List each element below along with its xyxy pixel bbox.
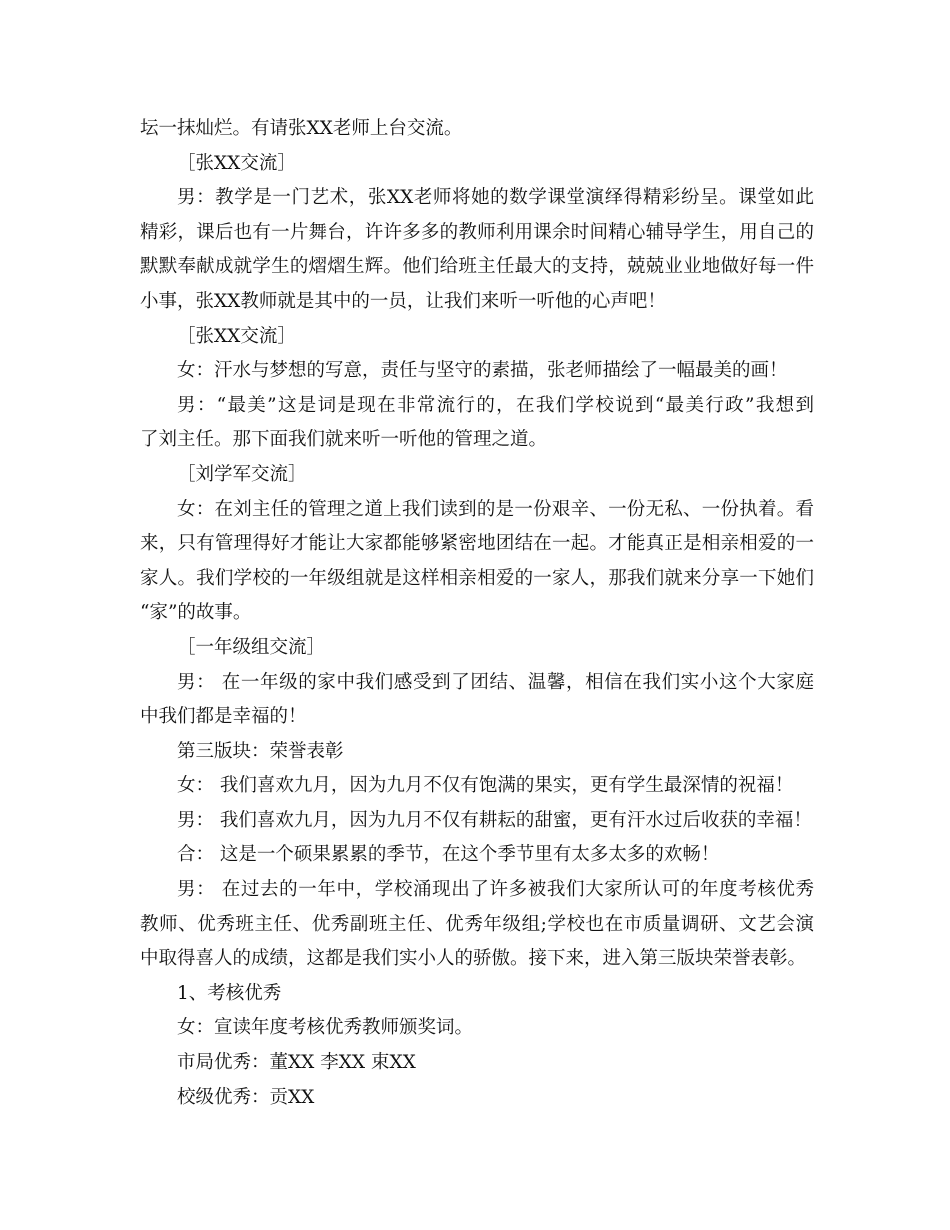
paragraph-line: 中取得喜人的成绩，这都是我们实小人的骄傲。接下来，进入第三版块荣誉表彰。 (140, 948, 807, 970)
paragraph-line: 来，只有管理得好才能让大家都能够紧密地团结在一起。才能真正是相亲相爱的一 (140, 533, 814, 555)
awardee-line: 校级优秀：贡XX (177, 1086, 315, 1108)
paragraph-line: 合： 这是一个硕果累累的季节，在这个季节里有太多太多的欢畅！ (177, 844, 720, 866)
paragraph-line: 男： 我们喜欢九月，因为九月不仅有耕耘的甜蜜，更有汗水过后收获的幸福！ (177, 809, 812, 831)
stage-direction: ［张XX交流］ (177, 325, 296, 347)
paragraph-line: 家人。我们学校的一年级组就是这样相亲相爱的一家人，那我们就来分享一下她们 (140, 567, 814, 589)
awardee-line: 市局优秀：董XX 李XX 束XX (177, 1052, 416, 1074)
stage-direction: ［一年级组交流］ (177, 636, 326, 658)
paragraph-line: 男：“最美”这是词是现在非常流行的，在我们学校说到“最美行政”我想到 (177, 394, 814, 416)
paragraph-line: 教师、优秀班主任、优秀副班主任、优秀年级组;学校也在市质量调研、文艺会演 (140, 913, 814, 935)
paragraph-line: 默默奉献成就学生的熠熠生辉。他们给班主任最大的支持，兢兢业业地做好每一件 (140, 256, 814, 278)
stage-direction: ［张XX交流］ (177, 152, 296, 174)
paragraph-line: 女：在刘主任的管理之道上我们读到的是一份艰辛、一份无私、一份执着。看 (177, 498, 814, 520)
paragraph-line: 女：宣读年度考核优秀教师颁奖词。 (177, 1017, 474, 1039)
paragraph-line: 小事，张XX教师就是其中的一员，让我们来听一听他的心声吧！ (140, 290, 666, 312)
paragraph-line: 女：汗水与梦想的写意，责任与坚守的素描，张老师描绘了一幅最美的画！ (177, 360, 788, 382)
paragraph-line: 中我们都是幸福的！ (140, 706, 307, 728)
paragraph-line: “家”的故事。 (140, 602, 252, 624)
paragraph-line: 男： 在过去的一年中，学校涌现出了许多被我们大家所认可的年度考核优秀 (177, 879, 814, 901)
paragraph-line: 男：教学是一门艺术，张XX老师将她的数学课堂演绎得精彩纷呈。课堂如此 (177, 187, 814, 209)
paragraph-line: 女： 我们喜欢九月，因为九月不仅有饱满的果实，更有学生最深情的祝福！ (177, 775, 794, 797)
list-item: 1、考核优秀 (177, 982, 282, 1004)
paragraph-line: 男： 在一年级的家中我们感受到了团结、温馨，相信在我们实小这个大家庭 (177, 671, 814, 693)
section-heading: 第三版块：荣誉表彰 (177, 740, 344, 762)
paragraph-line: 精彩，课后也有一片舞台，许许多多的教师利用课余时间精心辅导学生，用自己的 (140, 221, 814, 243)
paragraph-line: 坛一抹灿烂。有请张XX老师上台交流。 (140, 118, 463, 139)
document-body (140, 112, 814, 1115)
paragraph-line: 了刘主任。那下面我们就来听一听他的管理之道。 (140, 429, 548, 451)
stage-direction: ［刘学军交流］ (177, 463, 307, 485)
